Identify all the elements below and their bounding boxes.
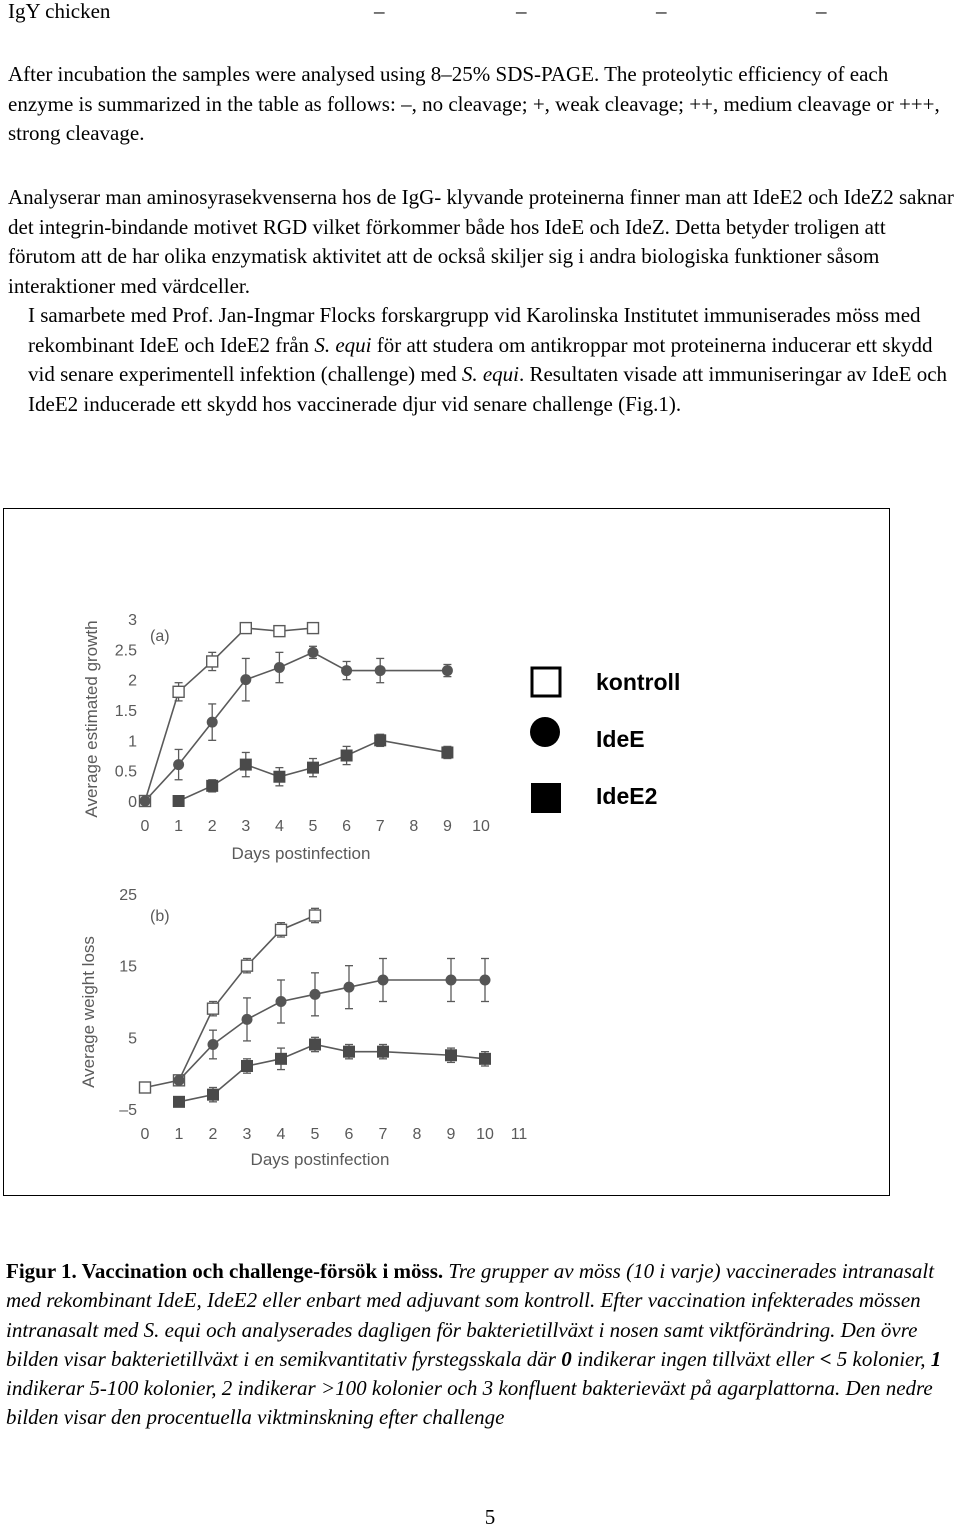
data-point-open-square bbox=[274, 626, 285, 637]
data-point-filled-square bbox=[241, 1060, 253, 1072]
x-tick-label: 5 bbox=[310, 1126, 320, 1143]
y-tick-label: 3 bbox=[128, 612, 137, 629]
y-tick-label: 15 bbox=[119, 958, 137, 976]
caption-body: indikerar 5-100 kolonier, 2 indikerar >100 kolonier och 3 konfluent bakterieväxt på agarplattorna. Den nedre bilden visar den procentuella viktminskning efter challenge bbox=[6, 1376, 933, 1430]
data-point-filled-circle bbox=[274, 662, 285, 673]
caption-body: 5 kolonier, bbox=[831, 1346, 931, 1371]
data-point-filled-circle bbox=[242, 1014, 253, 1025]
data-point-filled-square bbox=[309, 1039, 321, 1051]
x-axis-title: Days postinfection bbox=[250, 1150, 390, 1169]
series-line-IdeE2 bbox=[179, 1045, 485, 1102]
data-point-open-square bbox=[276, 924, 287, 935]
legend-marker-filled-square bbox=[531, 783, 561, 813]
series-line-IdeE bbox=[145, 652, 447, 801]
figure-legend bbox=[530, 668, 680, 813]
data-point-filled-circle bbox=[308, 647, 319, 658]
x-tick-label: 4 bbox=[276, 1126, 286, 1143]
body-text bbox=[8, 183, 958, 419]
data-point-open-square bbox=[140, 1082, 151, 1093]
body-paragraph-2 bbox=[8, 301, 958, 419]
data-point-filled-square bbox=[479, 1053, 491, 1065]
data-point-filled-circle bbox=[240, 674, 251, 685]
series-line-kontroll bbox=[145, 916, 315, 1088]
figure-canvas bbox=[4, 509, 889, 1195]
x-tick-label: 1 bbox=[174, 1126, 184, 1143]
y-tick-label: –5 bbox=[119, 1102, 137, 1119]
data-point-filled-circle bbox=[442, 665, 453, 676]
chart-panel-b bbox=[79, 887, 527, 1169]
x-tick-label: 0 bbox=[140, 1126, 150, 1143]
x-tick-label: 9 bbox=[446, 1126, 456, 1143]
y-tick-label: 25 bbox=[119, 887, 137, 904]
y-tick-label: 1 bbox=[128, 733, 137, 751]
x-tick-label: 4 bbox=[274, 818, 284, 835]
x-tick-label: 1 bbox=[174, 818, 184, 835]
x-tick-label: 2 bbox=[207, 818, 217, 835]
x-tick-label: 11 bbox=[510, 1126, 528, 1143]
table-row-label: IgY chicken bbox=[8, 0, 111, 23]
x-tick-label: 5 bbox=[308, 818, 318, 835]
body-text-span: för att studera om antikroppar mot proteinerna inducerar ett skydd vid senare experimentell infektion (challenge) med bbox=[28, 332, 933, 386]
x-tick-label: 9 bbox=[442, 818, 452, 835]
table-fragment-row bbox=[8, 0, 958, 22]
legend-label: kontroll bbox=[596, 669, 681, 695]
data-point-open-square bbox=[207, 656, 218, 667]
x-tick-label: 3 bbox=[241, 818, 251, 835]
data-point-filled-square bbox=[273, 771, 285, 783]
x-axis-title: Days postinfection bbox=[231, 844, 371, 863]
y-axis-title: Average estimated growth bbox=[82, 620, 101, 818]
legend-marker-open-square bbox=[532, 668, 560, 696]
data-point-filled-square bbox=[445, 1049, 457, 1061]
x-tick-label: 10 bbox=[472, 818, 490, 835]
panel-label: (a) bbox=[150, 628, 170, 645]
data-point-open-square bbox=[308, 623, 319, 634]
data-point-filled-square bbox=[377, 1046, 389, 1058]
figure-frame bbox=[3, 508, 890, 1196]
table-cell-dash: – bbox=[374, 0, 385, 23]
caption-text bbox=[6, 1257, 956, 1433]
panel-label: (b) bbox=[150, 908, 170, 925]
page-number: 5 bbox=[484, 1505, 496, 1529]
caption-title: Figur 1. Vaccination och challenge-försök i möss. bbox=[6, 1259, 444, 1283]
data-point-open-square bbox=[173, 686, 184, 697]
y-tick-label: 2 bbox=[128, 672, 137, 690]
data-point-filled-square bbox=[374, 734, 386, 746]
y-axis-title: Average weight loss bbox=[79, 936, 98, 1088]
data-point-filled-square bbox=[441, 746, 453, 758]
x-tick-label: 6 bbox=[344, 1126, 354, 1143]
data-point-filled-square bbox=[240, 759, 252, 771]
data-point-filled-circle bbox=[378, 975, 389, 986]
x-tick-label: 10 bbox=[476, 1126, 494, 1143]
caption-emph: 1 bbox=[930, 1346, 942, 1371]
data-point-filled-circle bbox=[174, 1075, 185, 1086]
data-point-filled-square bbox=[207, 1089, 219, 1101]
data-point-filled-square bbox=[206, 780, 218, 792]
data-point-filled-circle bbox=[140, 796, 151, 807]
table-cell-dash: – bbox=[816, 0, 827, 23]
y-tick-label: 0 bbox=[128, 794, 137, 811]
x-tick-label: 2 bbox=[208, 1126, 218, 1143]
legend-label: IdeE bbox=[596, 726, 645, 752]
body-text-span: I samarbete med Prof. Jan-Ingmar Flocks forskargrupp vid Karolinska Institutet immuniserades möss med rekombinant IdeE och IdeE2 från bbox=[28, 303, 921, 357]
body-paragraph-1: Analyserar man aminosyrasekvenserna hos de IgG- klyvande proteinerna finner man att IdeE2 och IdeZ2 saknar det integrin-bindande motivet RGD vilket förkommer både hos IdeE och IdeZ. Detta betyder troligen att förutom att de har olika enzymatisk aktivitet att de också skiljer sig i andra biologiska funktioner såsom interaktioner med värdceller. bbox=[8, 185, 954, 298]
data-point-filled-circle bbox=[344, 982, 355, 993]
intro-text: After incubation the samples were analysed using 8–25% SDS-PAGE. The proteolytic efficiency of each enzyme is summarized in the table as follows: –, no cleavage; +, weak cleavage; ++, medium cleavage or +++, strong cleavage. bbox=[8, 62, 940, 145]
x-tick-label: 8 bbox=[412, 1126, 422, 1143]
x-tick-label: 8 bbox=[409, 818, 419, 835]
data-point-filled-circle bbox=[375, 665, 386, 676]
caption-body: Tre grupper av möss (10 i varje) vaccinerades intranasalt med rekombinant IdeE, IdeE2 eller enbart med adjuvant som kontroll. Efter vaccination infekterades mössen intranasalt med S. equi och analyserades dagligen för bakterietillväxt i nosen samt viktförändring. Den övre bilden visar bakterietillväxt i en semikvantitativ fyrstegsskala där bbox=[6, 1259, 935, 1371]
species-name: S. equi bbox=[461, 362, 519, 386]
y-tick-label: 1.5 bbox=[114, 703, 137, 720]
data-point-filled-circle bbox=[173, 759, 184, 770]
x-tick-label: 7 bbox=[375, 818, 385, 835]
figure-caption bbox=[6, 1257, 956, 1433]
data-point-filled-circle bbox=[208, 1039, 219, 1050]
caption-emph: < bbox=[819, 1346, 832, 1371]
data-point-open-square bbox=[242, 960, 253, 971]
legend-label: IdeE2 bbox=[596, 783, 658, 809]
y-tick-label: 0.5 bbox=[114, 763, 137, 781]
legend-marker-filled-circle bbox=[530, 717, 560, 747]
series-line-IdeE bbox=[179, 980, 485, 1080]
x-tick-label: 7 bbox=[378, 1126, 388, 1143]
species-name: S. equi bbox=[314, 332, 372, 357]
data-point-filled-square bbox=[275, 1053, 287, 1065]
data-point-filled-square bbox=[173, 1096, 185, 1108]
data-point-filled-square bbox=[307, 762, 319, 774]
data-point-open-square bbox=[310, 910, 321, 921]
data-point-open-square bbox=[240, 623, 251, 634]
table-cell-dash: – bbox=[656, 0, 667, 23]
x-tick-label: 3 bbox=[242, 1126, 252, 1143]
y-tick-label: 5 bbox=[128, 1030, 137, 1048]
caption-body: indikerar ingen tillväxt eller bbox=[571, 1346, 820, 1371]
data-point-filled-square bbox=[173, 795, 185, 807]
data-point-filled-square bbox=[341, 750, 353, 762]
data-point-filled-circle bbox=[480, 975, 491, 986]
y-tick-label: 2.5 bbox=[114, 642, 137, 660]
x-tick-label: 6 bbox=[342, 818, 352, 835]
table-cell-dash: – bbox=[516, 0, 527, 23]
intro-paragraph bbox=[8, 60, 958, 149]
caption-emph: 0 bbox=[561, 1346, 572, 1371]
body-text-span: . Resultaten visade att immuniseringar av IdeE och IdeE2 inducerade ett skydd hos vaccinerade djur vid senare challenge (Fig.1). bbox=[28, 362, 948, 416]
data-point-filled-circle bbox=[446, 975, 457, 986]
data-point-filled-circle bbox=[276, 996, 287, 1007]
x-tick-label: 0 bbox=[140, 818, 150, 835]
chart-panel-a bbox=[82, 612, 490, 863]
data-point-filled-square bbox=[343, 1046, 355, 1058]
data-point-filled-circle bbox=[207, 717, 218, 728]
data-point-filled-circle bbox=[310, 989, 321, 1000]
data-point-filled-circle bbox=[341, 665, 352, 676]
data-point-open-square bbox=[208, 1003, 219, 1014]
